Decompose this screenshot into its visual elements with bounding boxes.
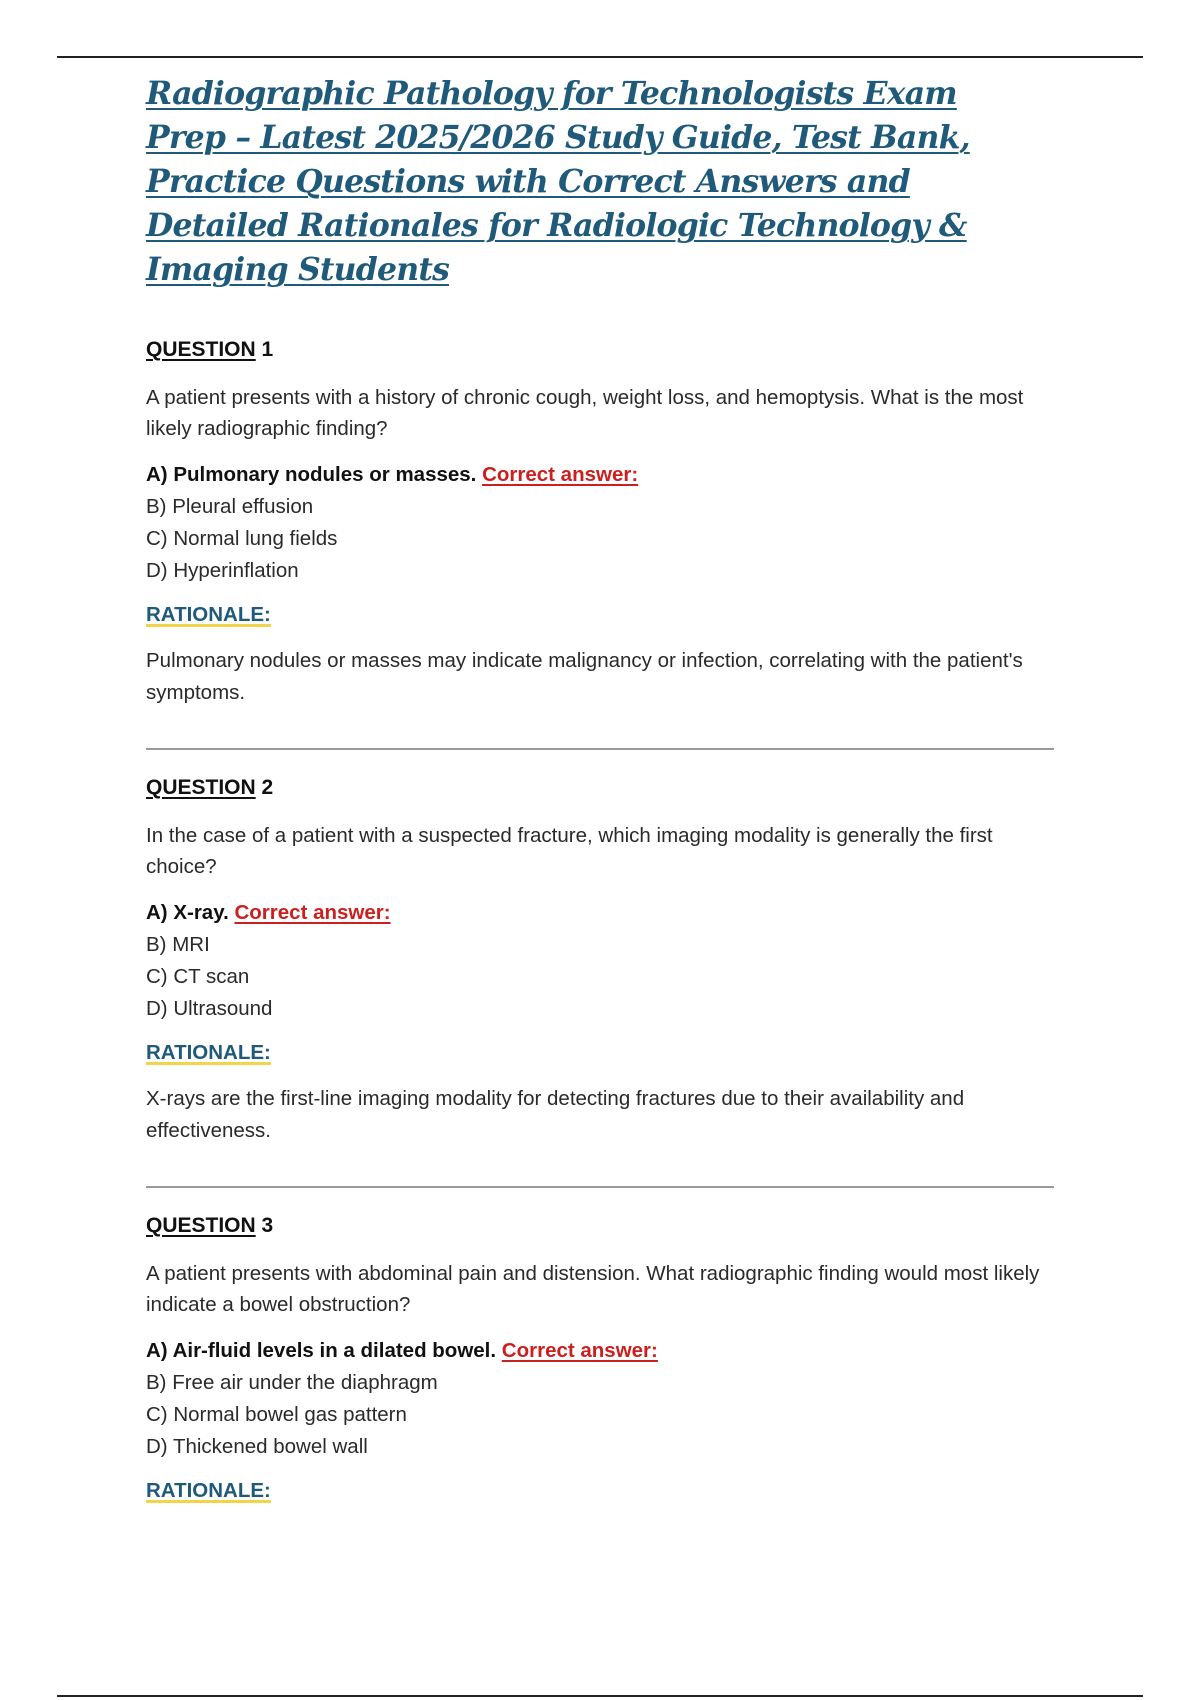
question-number: 3: [261, 1214, 274, 1237]
option-correct: [146, 1335, 1056, 1367]
question-heading: [146, 1212, 1056, 1240]
question-1: [146, 336, 1056, 709]
rationale-text: X-rays are the first-line imaging modality for detecting fractures due to their availability and effectiveness.: [146, 1087, 965, 1142]
question-label: QUESTION: [146, 1214, 256, 1237]
option-b: B) Pleural effusion: [146, 495, 314, 518]
correct-answer-tag: Correct answer:: [501, 1339, 658, 1362]
question-3: [146, 1212, 1056, 1505]
option-label: A) Air-fluid levels in a dilated bowel.: [146, 1339, 497, 1362]
question-separator: [146, 1186, 1054, 1188]
correct-answer-tag: Correct answer:: [234, 901, 391, 924]
document-body: [146, 72, 1056, 1505]
document-title: Radiographic Pathology for Technologists Exam Prep – Latest 2025/2026 Study Guide, Test Bank, Practice Questions with Correct Answers and Detailed Rationales for Radiologic Technology & Imaging Students: [146, 75, 970, 288]
option-correct: [146, 897, 1056, 929]
option-d: D) Ultrasound: [146, 997, 273, 1020]
question-heading: [146, 336, 1056, 364]
page-bottom-rule: [57, 1695, 1143, 1697]
answer-options: [146, 1335, 1056, 1463]
option-b: B) MRI: [146, 933, 210, 956]
page-top-rule: [57, 56, 1143, 58]
question-number: 1: [261, 338, 274, 361]
option-c: C) Normal lung fields: [146, 527, 338, 550]
question-heading: [146, 774, 1056, 802]
rationale-label: RATIONALE:: [146, 603, 271, 626]
question-number: 2: [261, 776, 274, 799]
rationale-text: Pulmonary nodules or masses may indicate malignancy or infection, correlating with the patient's symptoms.: [146, 649, 1023, 704]
correct-answer-tag: Correct answer:: [482, 463, 639, 486]
answer-options: [146, 897, 1056, 1025]
option-d: D) Hyperinflation: [146, 559, 299, 582]
option-label: A) Pulmonary nodules or masses.: [146, 463, 477, 486]
rationale-label: RATIONALE:: [146, 1041, 271, 1064]
answer-options: [146, 459, 1056, 587]
question-2: [146, 774, 1056, 1147]
option-c: C) CT scan: [146, 965, 250, 988]
option-d: D) Thickened bowel wall: [146, 1435, 368, 1458]
question-label: QUESTION: [146, 338, 256, 361]
question-text: A patient presents with abdominal pain and distension. What radiographic finding would most likely indicate a bowel obstruction?: [146, 1262, 1040, 1316]
question-label: QUESTION: [146, 776, 256, 799]
option-correct: [146, 459, 1056, 491]
option-b: B) Free air under the diaphragm: [146, 1371, 438, 1394]
question-separator: [146, 748, 1054, 750]
option-label: A) X-ray.: [146, 901, 229, 924]
question-text: In the case of a patient with a suspected fracture, which imaging modality is generally the first choice?: [146, 824, 993, 878]
question-text: A patient presents with a history of chronic cough, weight loss, and hemoptysis. What is the most likely radiographic finding?: [146, 386, 1024, 440]
rationale-label: RATIONALE:: [146, 1479, 271, 1502]
option-c: C) Normal bowel gas pattern: [146, 1403, 407, 1426]
